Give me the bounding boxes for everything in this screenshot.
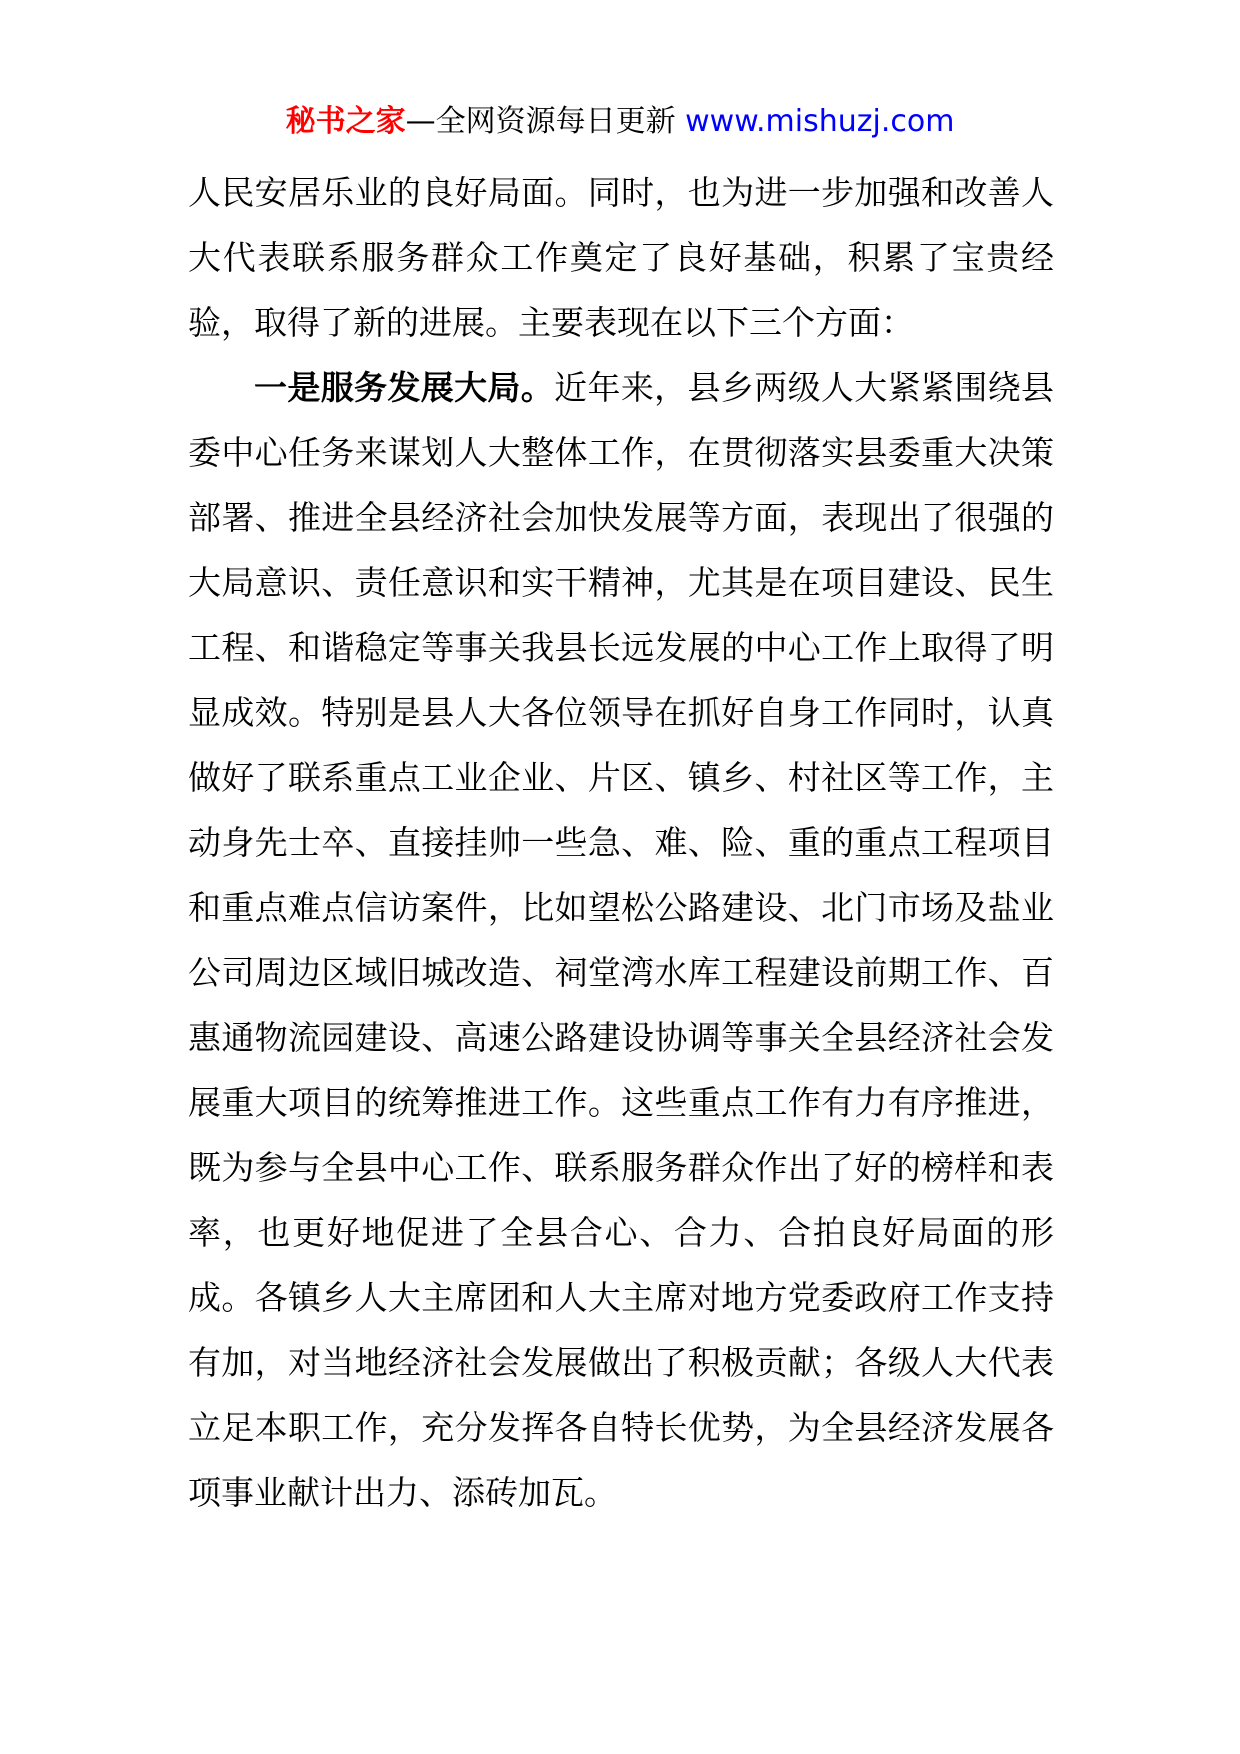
paragraph-2 xyxy=(188,355,1054,1525)
header-brand: 秘书之家 xyxy=(285,104,406,139)
header-tagline: —全网资源每日更新 xyxy=(405,104,686,139)
header-url-link[interactable]: www.mishuzj.com xyxy=(685,104,955,139)
paragraph-2-body: 近年来，县乡两级人大紧紧围绕县委中心任务来谋划人大整体工作，在贯彻落实县委重大决策部署、推进全县经济社会加快发展等方面，表现出了很强的大局意识、责任意识和实干精神，尤其是在项目建设、民生工程、和谐稳定等事关我县长远发展的中心工作上取得了明显成效。特别是县人大各位领导在抓好自身工作同时，认真做好了联系重点工业企业、片区、镇乡、村社区等工作，主动身先士卒、直接挂帅一些急、难、险、重的重点工程项目和重点难点信访案件，比如望松公路建设、北门市场及盐业公司周边区域旧城改造、祠堂湾水库工程建设前期工作、百惠通物流园建设、高速公路建设协调等事关全县经济社会发展重大项目的统筹推进工作。这些重点工作有力有序推进，既为参与全县中心工作、联系服务群众作出了好的榜样和表率，也更好地促进了全县合心、合力、合拍良好局面的形成。各镇乡人大主席团和人大主席对地方党委政府工作支持有加，对当地经济社会发展做出了积极贡献；各级人大代表立足本职工作，充分发挥各自特长优势，为全县经济发展各项事业献计出力、添砖加瓦。 xyxy=(188,368,1055,1512)
paragraph-2-lead: 一是服务发展大局。 xyxy=(254,368,555,407)
page-header xyxy=(0,100,1240,144)
document-body xyxy=(188,160,1054,1525)
paragraph-1: 人民安居乐业的良好局面。同时，也为进一步加强和改善人大代表联系服务群众工作奠定了良好基础，积累了宝贵经验，取得了新的进展。主要表现在以下三个方面： xyxy=(188,173,1054,342)
